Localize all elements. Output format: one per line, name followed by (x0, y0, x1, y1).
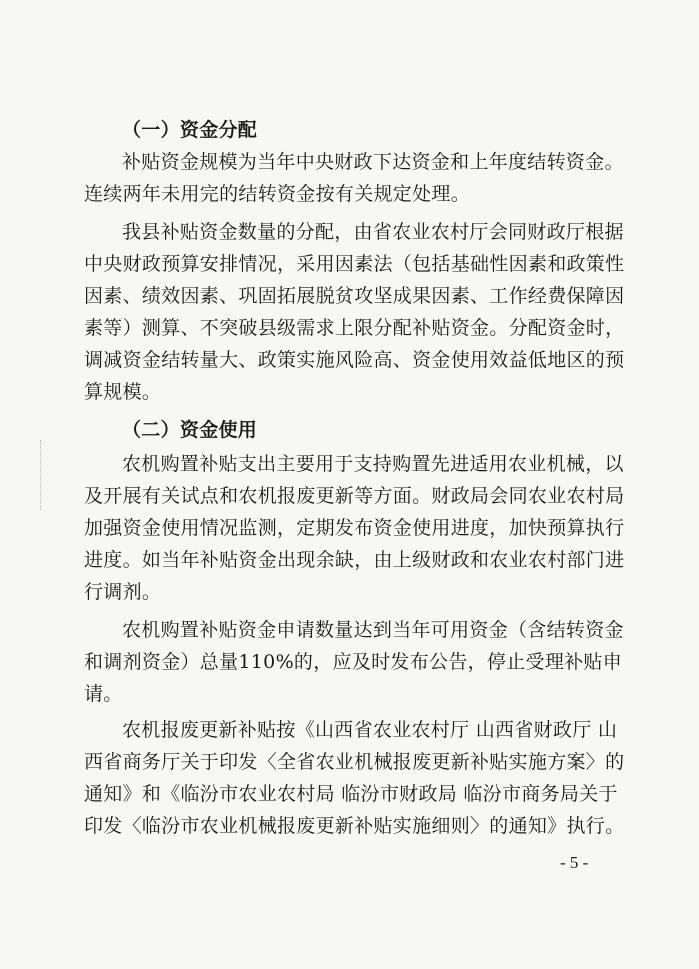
section2-para3-line2: 西省商务厅关于印发〈全省农业机械报废更新补贴实施方案〉的 (84, 751, 625, 773)
section2-para2-line3: 请。 (84, 683, 123, 705)
section2-para2-line2: 和调剂资金）总量110%的，应及时发布公告，停止受理补贴申 (84, 651, 623, 673)
page-number: - 5 - (560, 853, 589, 872)
section2-para3-line3: 通知》和《临汾市农业农村局 临汾市财政局 临汾市商务局关于 (84, 783, 618, 805)
section2-para1-line3: 加强资金使用情况监测，定期发布资金使用进度，加快预算执行 (84, 517, 625, 539)
section1-para2-line6: 算规模。 (84, 381, 162, 403)
section1-heading: （一）资金分配 (122, 119, 258, 141)
section2-para1-line2: 及开展有关试点和农机报废更新等方面。财政局会同农业农村局 (84, 485, 625, 507)
section2-para1-line4: 进度。如当年补贴资金出现余缺，由上级财政和农业农村部门进 (84, 549, 625, 571)
section1-para2-line4: 素等）测算、不突破县级需求上限分配补贴资金。分配资金时， (84, 317, 625, 339)
section2-para3-line1: 农机报废更新补贴按《山西省农业农村厅 山西省财政厅 山 (122, 719, 618, 741)
section2-para1-line5: 行调剂。 (84, 581, 162, 603)
section1-para2-line1: 我县补贴资金数量的分配，由省农业农村厅会同财政厅根据 (122, 221, 624, 243)
section2-para2-line1: 农机购置补贴资金申请数量达到当年可用资金（含结转资金 (122, 619, 624, 641)
section1-para1-line2: 连续两年未用完的结转资金按有关规定处理。 (84, 183, 471, 205)
section1-para1-line1: 补贴资金规模为当年中央财政下达资金和上年度结转资金。 (122, 151, 624, 173)
binding-margin-mark (40, 440, 45, 510)
section2-para1-line1: 农机购置补贴支出主要用于支持购置先进适用农业机械，以 (122, 453, 624, 475)
section1-para2-line2: 中央财政预算安排情况，采用因素法（包括基础性因素和政策性 (84, 253, 625, 275)
section2-para3-line4: 印发〈临汾市农业机械报废更新补贴实施细则〉的通知》执行。 (84, 815, 625, 837)
section2-heading: （二）资金使用 (122, 419, 258, 441)
section1-para2-line3: 因素、绩效因素、巩固拓展脱贫攻坚成果因素、工作经费保障因 (84, 285, 625, 307)
section1-para2-line5: 调减资金结转量大、政策实施风险高、资金使用效益低地区的预 (84, 349, 625, 371)
